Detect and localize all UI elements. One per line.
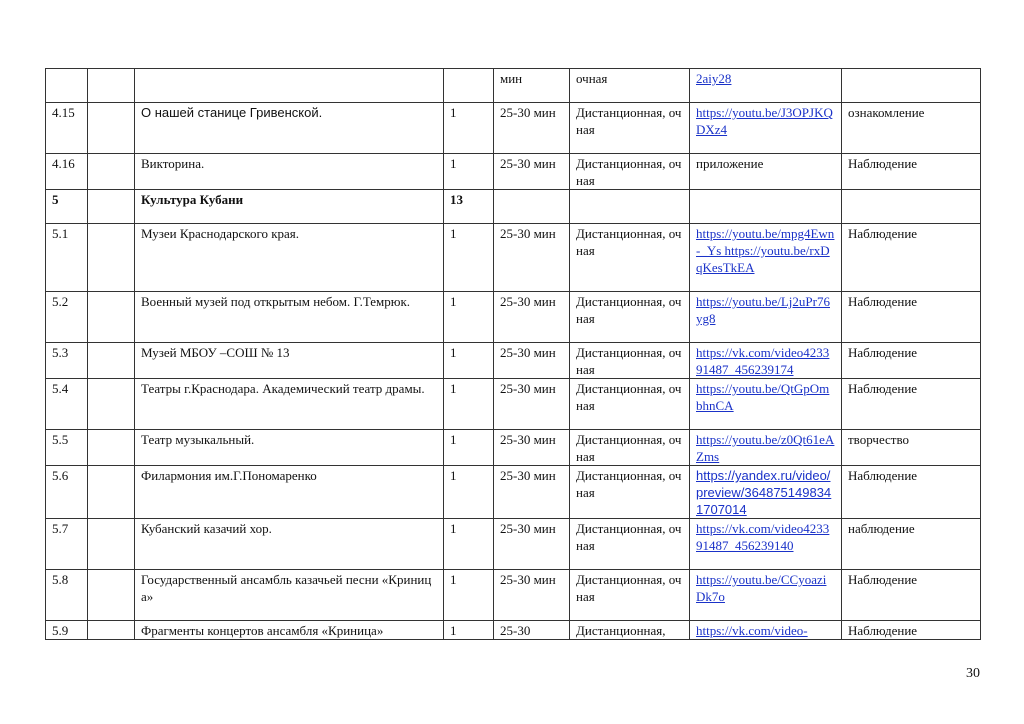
resource-cell (690, 570, 842, 621)
resource-cell (690, 292, 842, 343)
control-form-cell: ознакомление (842, 103, 981, 154)
duration-cell: 25-30 мин (494, 379, 570, 430)
hours-count-cell: 1 (444, 466, 494, 519)
duration-cell: 25-30 мин (494, 519, 570, 570)
page-number: 30 (966, 666, 980, 681)
control-form-cell: Наблюдение (842, 570, 981, 621)
control-form-cell: Наблюдение (842, 154, 981, 190)
duration-cell: 25-30 мин (494, 292, 570, 343)
empty-cell (88, 621, 135, 640)
topic-cell: Театр музыкальный. (135, 430, 444, 466)
table-row (46, 224, 981, 292)
table-row (46, 190, 981, 224)
lesson-form-cell: Дистанционная, очная (570, 519, 690, 570)
control-form-cell: творчество (842, 430, 981, 466)
row-number-cell: 5.5 (46, 430, 88, 466)
empty-cell (88, 343, 135, 379)
lesson-plan-table (45, 68, 981, 640)
resource-cell (690, 379, 842, 430)
hours-count-cell: 1 (444, 343, 494, 379)
hours-count-cell: 13 (444, 190, 494, 224)
topic-cell: Филармония им.Г.Пономаренко (135, 466, 444, 519)
row-number-cell: 5.2 (46, 292, 88, 343)
duration-cell: 25-30 мин (494, 224, 570, 292)
topic-cell: Театры г.Краснодара. Академический театр драмы. (135, 379, 444, 430)
table-row (46, 69, 981, 103)
control-form-cell: Наблюдение (842, 224, 981, 292)
row-number-cell: 5.6 (46, 466, 88, 519)
resource-link[interactable]: https://youtu.be/Lj2uPr76yg8 (696, 294, 830, 326)
control-form-cell: Наблюдение (842, 466, 981, 519)
resource-cell: приложение (690, 154, 842, 190)
resource-cell (690, 224, 842, 292)
resource-cell (690, 190, 842, 224)
lesson-form-cell: Дистанционная, очная (570, 292, 690, 343)
topic-cell: Музеи Краснодарского края. (135, 224, 444, 292)
empty-cell (88, 190, 135, 224)
table-row (46, 103, 981, 154)
control-form-cell: Наблюдение (842, 379, 981, 430)
row-number-cell: 5.1 (46, 224, 88, 292)
resource-link[interactable]: https://vk.com/video423391487_456239140 (696, 521, 830, 553)
row-number-cell: 4.16 (46, 154, 88, 190)
resource-link[interactable]: https://yandex.ru/video/preview/3648751498341707014 (696, 468, 832, 517)
table-row (46, 379, 981, 430)
duration-cell: 25-30 мин (494, 343, 570, 379)
empty-cell (88, 103, 135, 154)
table-row (46, 570, 981, 621)
empty-cell (88, 519, 135, 570)
table-row (46, 519, 981, 570)
row-number-cell: 5.3 (46, 343, 88, 379)
resource-cell (690, 621, 842, 640)
lesson-form-cell: Дистанционная, очная (570, 224, 690, 292)
resource-link[interactable]: https://youtu.be/QtGpOmbhnCA (696, 381, 830, 413)
hours-count-cell: 1 (444, 379, 494, 430)
topic-cell: О нашей станице Гривенской. (135, 103, 444, 154)
topic-cell (135, 69, 444, 103)
empty-cell (88, 292, 135, 343)
resource-cell (690, 466, 842, 519)
lesson-form-cell: Дистанционная, очная (570, 379, 690, 430)
lesson-form-cell: Дистанционная, очная (570, 466, 690, 519)
row-number-cell: 5.7 (46, 519, 88, 570)
duration-cell: мин (494, 69, 570, 103)
lesson-form-cell: очная (570, 69, 690, 103)
hours-count-cell: 1 (444, 292, 494, 343)
table-row (46, 292, 981, 343)
control-form-cell: Наблюдение (842, 292, 981, 343)
duration-cell: 25-30 мин (494, 466, 570, 519)
table-row (46, 154, 981, 190)
duration-cell: 25-30 мин (494, 570, 570, 621)
row-number-cell: 5 (46, 190, 88, 224)
resource-link[interactable]: https://youtu.be/CCyoaziDk7o (696, 572, 827, 604)
hours-count-cell: 1 (444, 519, 494, 570)
empty-cell (88, 466, 135, 519)
control-form-cell (842, 69, 981, 103)
table-row (46, 343, 981, 379)
resource-link[interactable]: https://youtu.be/mpg4Ewn-_Ys https://youtu.be/rxDqKesTkEA (696, 226, 835, 275)
topic-cell: Музей МБОУ –СОШ № 13 (135, 343, 444, 379)
resource-link[interactable]: https://vk.com/video423391487_456239174 (696, 345, 830, 377)
empty-cell (88, 570, 135, 621)
topic-cell: Фрагменты концертов ансамбля «Криница» (135, 621, 444, 640)
resource-cell (690, 519, 842, 570)
hours-count-cell (444, 69, 494, 103)
lesson-form-cell (570, 190, 690, 224)
hours-count-cell: 1 (444, 103, 494, 154)
lesson-form-cell: Дистанционная, очная (570, 154, 690, 190)
empty-cell (88, 69, 135, 103)
duration-cell: 25-30 (494, 621, 570, 640)
topic-cell: Государственный ансамбль казачьей песни «Криница» (135, 570, 444, 621)
lesson-form-cell: Дистанционная, очная (570, 343, 690, 379)
hours-count-cell: 1 (444, 154, 494, 190)
resource-link[interactable]: https://youtu.be/z0Qt61eAZms (696, 432, 835, 464)
empty-cell (88, 379, 135, 430)
table-row (46, 430, 981, 466)
empty-cell (88, 224, 135, 292)
table-row (46, 621, 981, 640)
resource-link[interactable]: https://vk.com/video- (696, 623, 808, 638)
resource-link[interactable]: 2aiy28 (696, 71, 732, 86)
duration-cell: 25-30 мин (494, 154, 570, 190)
resource-cell (690, 343, 842, 379)
topic-cell: Викторина. (135, 154, 444, 190)
row-number-cell (46, 69, 88, 103)
lesson-form-cell: Дистанционная, очная (570, 103, 690, 154)
empty-cell (88, 430, 135, 466)
resource-link[interactable]: https://youtu.be/J3OPJKQDXz4 (696, 105, 833, 137)
table-row (46, 466, 981, 519)
resource-cell (690, 69, 842, 103)
lesson-form-cell: Дистанционная, (570, 621, 690, 640)
duration-cell: 25-30 мин (494, 430, 570, 466)
control-form-cell: Наблюдение (842, 621, 981, 640)
control-form-cell: Наблюдение (842, 343, 981, 379)
row-number-cell: 5.4 (46, 379, 88, 430)
resource-cell (690, 430, 842, 466)
hours-count-cell: 1 (444, 621, 494, 640)
duration-cell (494, 190, 570, 224)
lesson-form-cell: Дистанционная, очная (570, 430, 690, 466)
topic-cell: Кубанский казачий хор. (135, 519, 444, 570)
hours-count-cell: 1 (444, 224, 494, 292)
row-number-cell: 5.8 (46, 570, 88, 621)
topic-cell: Культура Кубани (135, 190, 444, 224)
hours-count-cell: 1 (444, 570, 494, 621)
control-form-cell (842, 190, 981, 224)
resource-cell (690, 103, 842, 154)
lesson-form-cell: Дистанционная, очная (570, 570, 690, 621)
row-number-cell: 4.15 (46, 103, 88, 154)
row-number-cell: 5.9 (46, 621, 88, 640)
control-form-cell: наблюдение (842, 519, 981, 570)
topic-cell: Военный музей под открытым небом. Г.Темрюк. (135, 292, 444, 343)
duration-cell: 25-30 мин (494, 103, 570, 154)
empty-cell (88, 154, 135, 190)
hours-count-cell: 1 (444, 430, 494, 466)
